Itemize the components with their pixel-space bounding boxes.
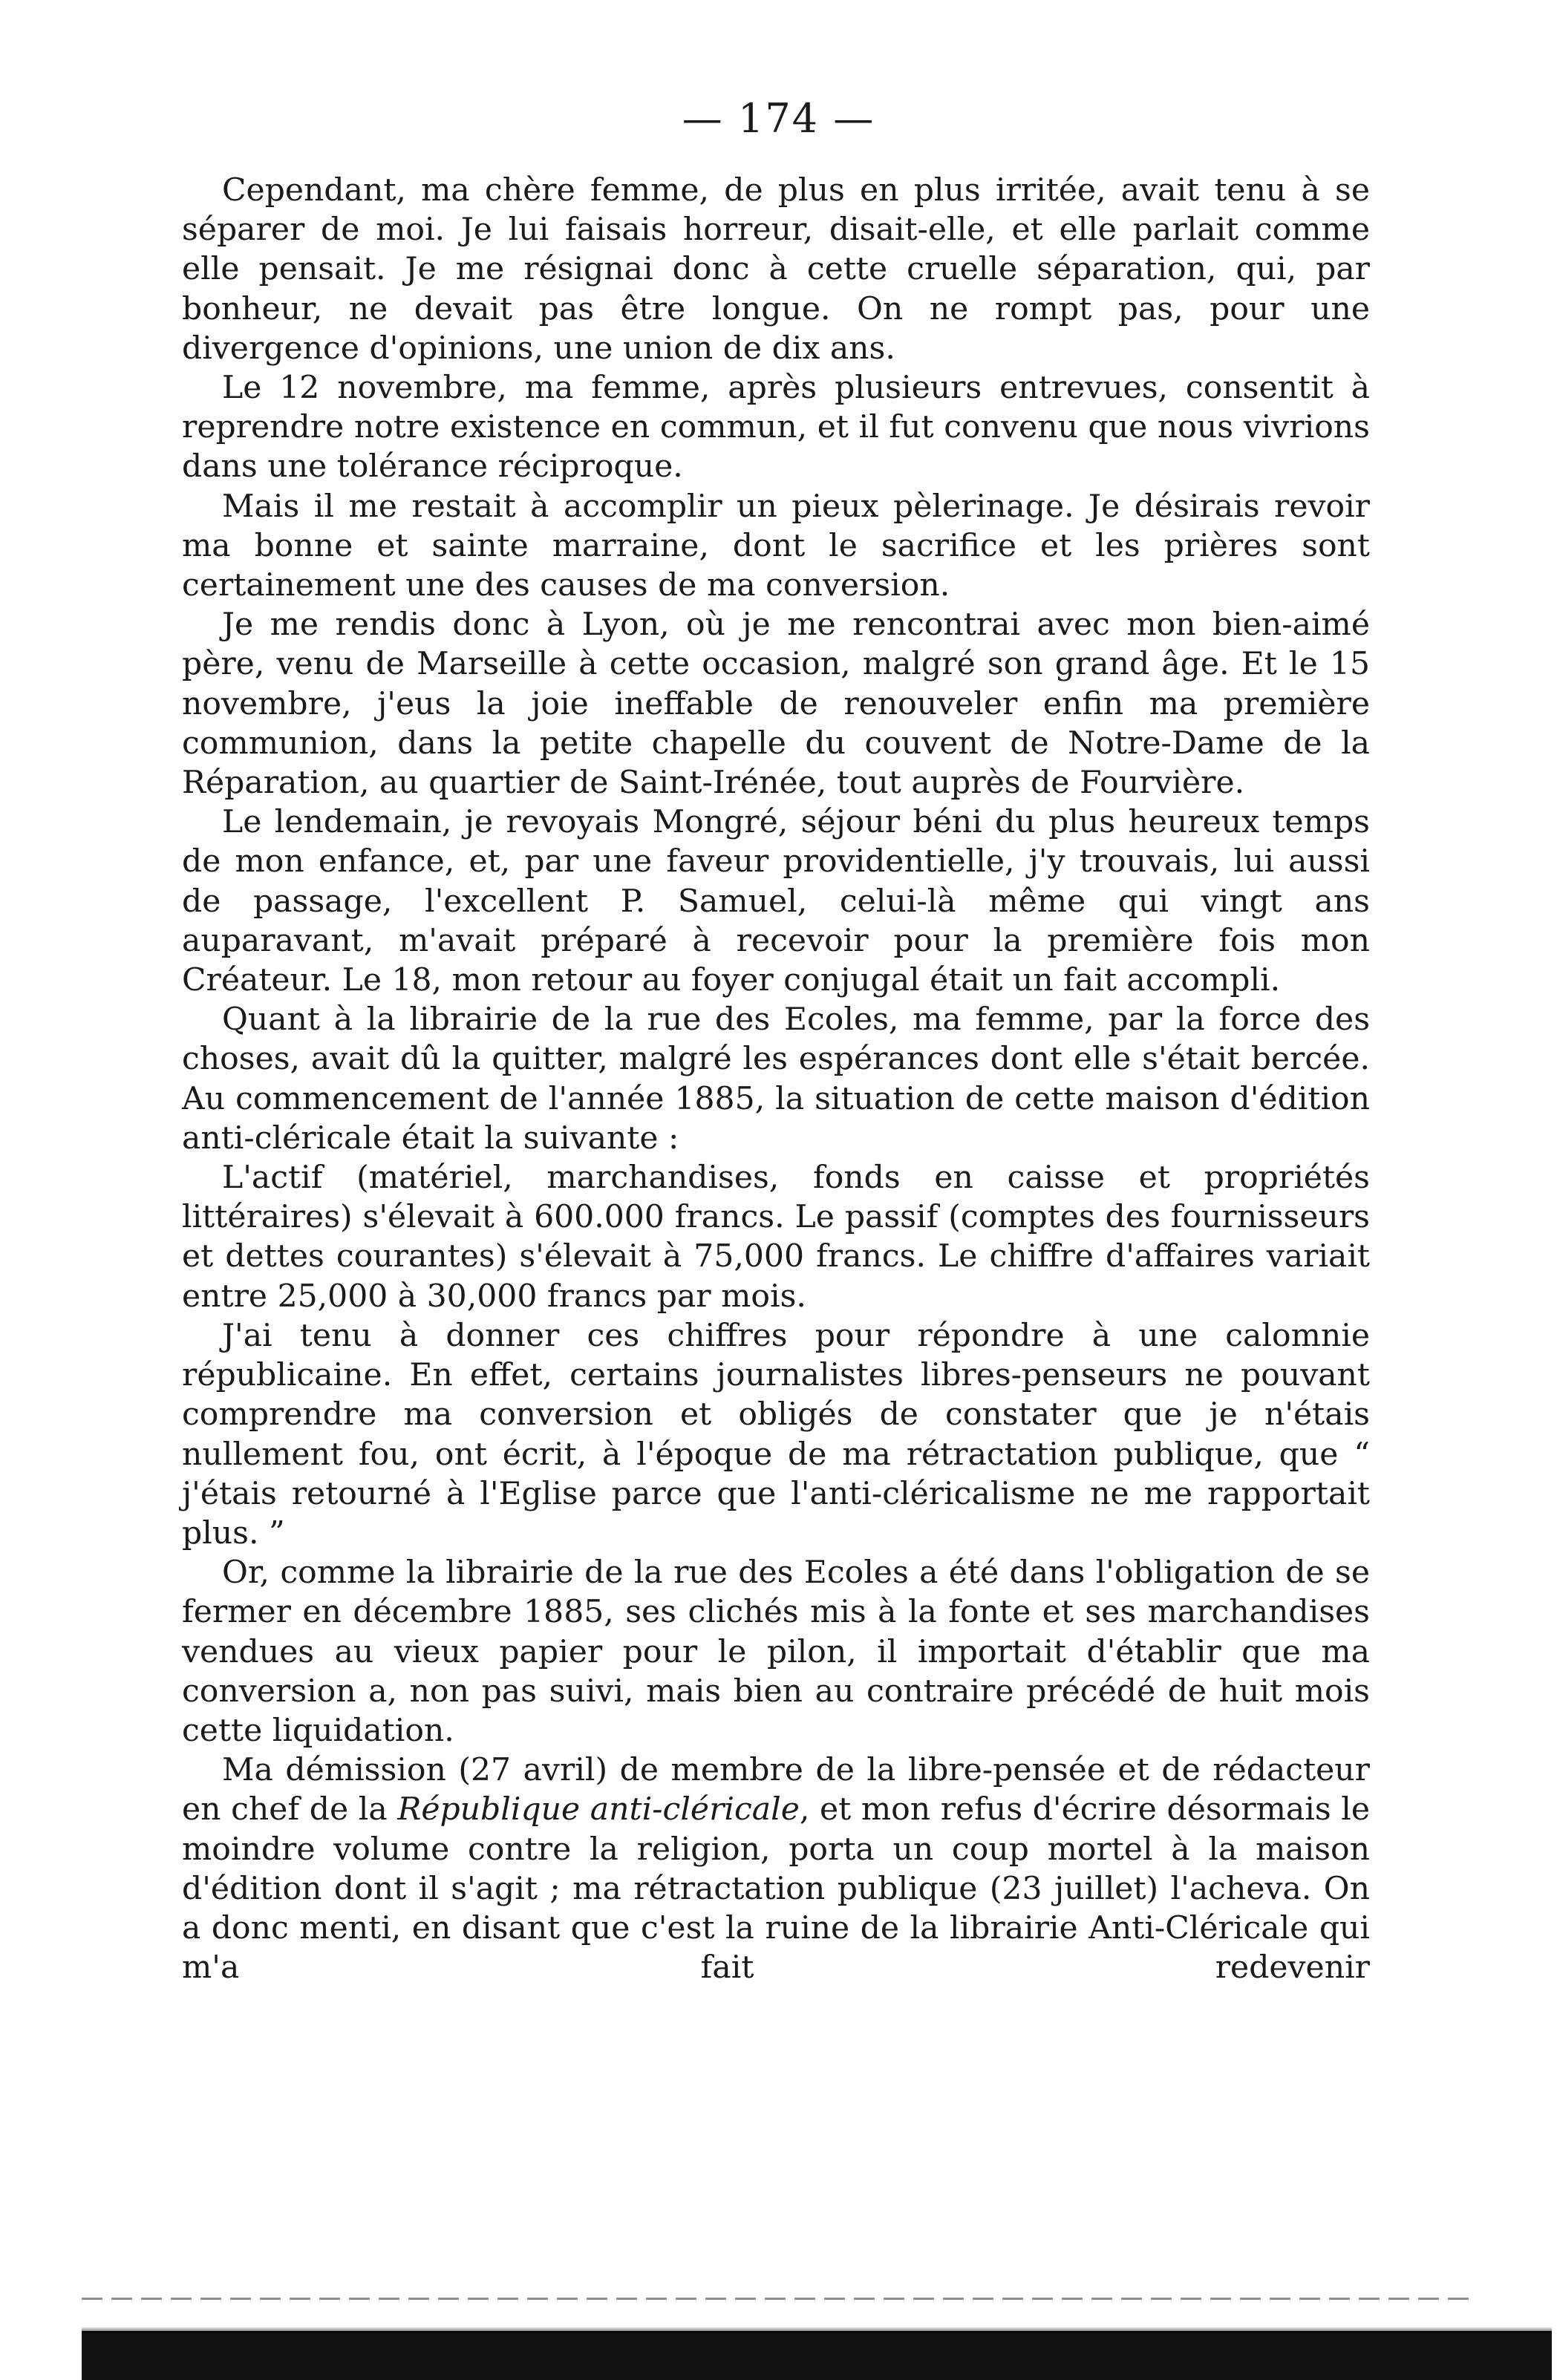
scan-border bbox=[82, 2331, 1552, 2380]
paragraph-10 bbox=[182, 1750, 1370, 1987]
paragraph-6: Quant à la librairie de la rue des Ecoles, ma femme, par la force des choses, avait dû la quitter, malgré les espérances dont elle s'était bercée. Au commencement de l'année 1885, la situation de cette maison d'édition anti-cléricale était la suivante : bbox=[182, 1001, 1370, 1157]
paragraph-8: J'ai tenu à donner ces chiffres pour répondre à une calomnie républicaine. En effet, certains journalistes libres-penseurs ne pouvant comprendre ma conversion et obligés de constater que je n'étais nullement fou, ont écrit, à l'époque de ma rétractation publique, que “ j'étais retourné à l'Eglise parce que l'anti-cléricalisme ne me rapportait plus. ” bbox=[182, 1317, 1370, 1552]
paragraph-3: Mais il me restait à accomplir un pieux pèlerinage. Je désirais revoir ma bonne et sainte marraine, dont le sacrifice et les prières sont certainement une des causes de ma conversion. bbox=[182, 488, 1370, 604]
journal-title: République anti-cléricale bbox=[397, 1791, 800, 1828]
paragraph-4: Je me rendis donc à Lyon, où je me rencontrai avec mon bien-aimé père, venu de Marseille à cette occasion, malgré son grand âge. Et le 15 novembre, j'eus la joie ineffable de renouveler enfin ma première communion, dans la petite chapelle du couvent de Notre-Dame de la Réparation, au quartier de Saint-Irénée, tout auprès de Fourvière. bbox=[182, 607, 1370, 802]
body-text bbox=[182, 171, 1370, 1987]
paragraph-5: Le lendemain, je revoyais Mongré, séjour béni du plus heureux temps de mon enfance, et, par une faveur providentielle, j'y trouvais, lui aussi de passage, l'excellent P. Samuel, celui-là même qui vingt ans auparavant, m'avait préparé à recevoir pour la première fois mon Créateur. Le 18, mon retour au foyer conjugal était un fait accompli. bbox=[182, 804, 1370, 999]
paragraph-1: Cependant, ma chère femme, de plus en plus irritée, avait tenu à se séparer de moi. Je lui faisais horreur, disait-elle, et elle parlait comme elle pensait. Je me résignai donc à cette cruelle séparation, qui, par bonheur, ne devait pas être longue. On ne rompt pas, pour une divergence d'opinions, une union de dix ans. bbox=[182, 172, 1370, 367]
paragraph-7: L'actif (matériel, marchandises, fonds en caisse et propriétés littéraires) s'élevait à 600.000 francs. Le passif (comptes des fournisseurs et dettes courantes) s'élevait à 75,000 francs. Le chiffre d'affaires variait entre 25,000 à 30,000 francs par mois. bbox=[182, 1160, 1370, 1315]
paragraph-9: Or, comme la librairie de la rue des Ecoles a été dans l'obligation de se fermer en décembre 1885, ses clichés mis à la fonte et ses marchandises vendues au vieux papier pour le pilon, il importait d'établir que ma conversion a, non pas suivi, mais bien au contraire précédé de huit mois cette liquidation. bbox=[182, 1554, 1370, 1749]
paragraph-2: Le 12 novembre, ma femme, après plusieurs entrevues, consentit à reprendre notre existence en commun, et il fut convenu que nous vivrions dans une tolérance réciproque. bbox=[182, 370, 1370, 486]
page-number: — 174 — bbox=[682, 95, 875, 142]
paragraph-10-end: , et mon refus d'écrire désormais le moindre volume contre la religion, porta un coup mortel à la maison d'édition dont il s'agit ; ma rétractation publique (23 juillet) l'acheva. On a donc menti, en disant que c'est la ruine de la librairie Anti-Cléricale qui m'a fait redevenir bbox=[182, 1791, 1370, 1987]
footer-rule bbox=[82, 2298, 1478, 2300]
paragraph-10-start: Ma démission (27 avril) de membre de la libre-pensée et de rédacteur en chef de la bbox=[182, 1752, 1370, 1828]
